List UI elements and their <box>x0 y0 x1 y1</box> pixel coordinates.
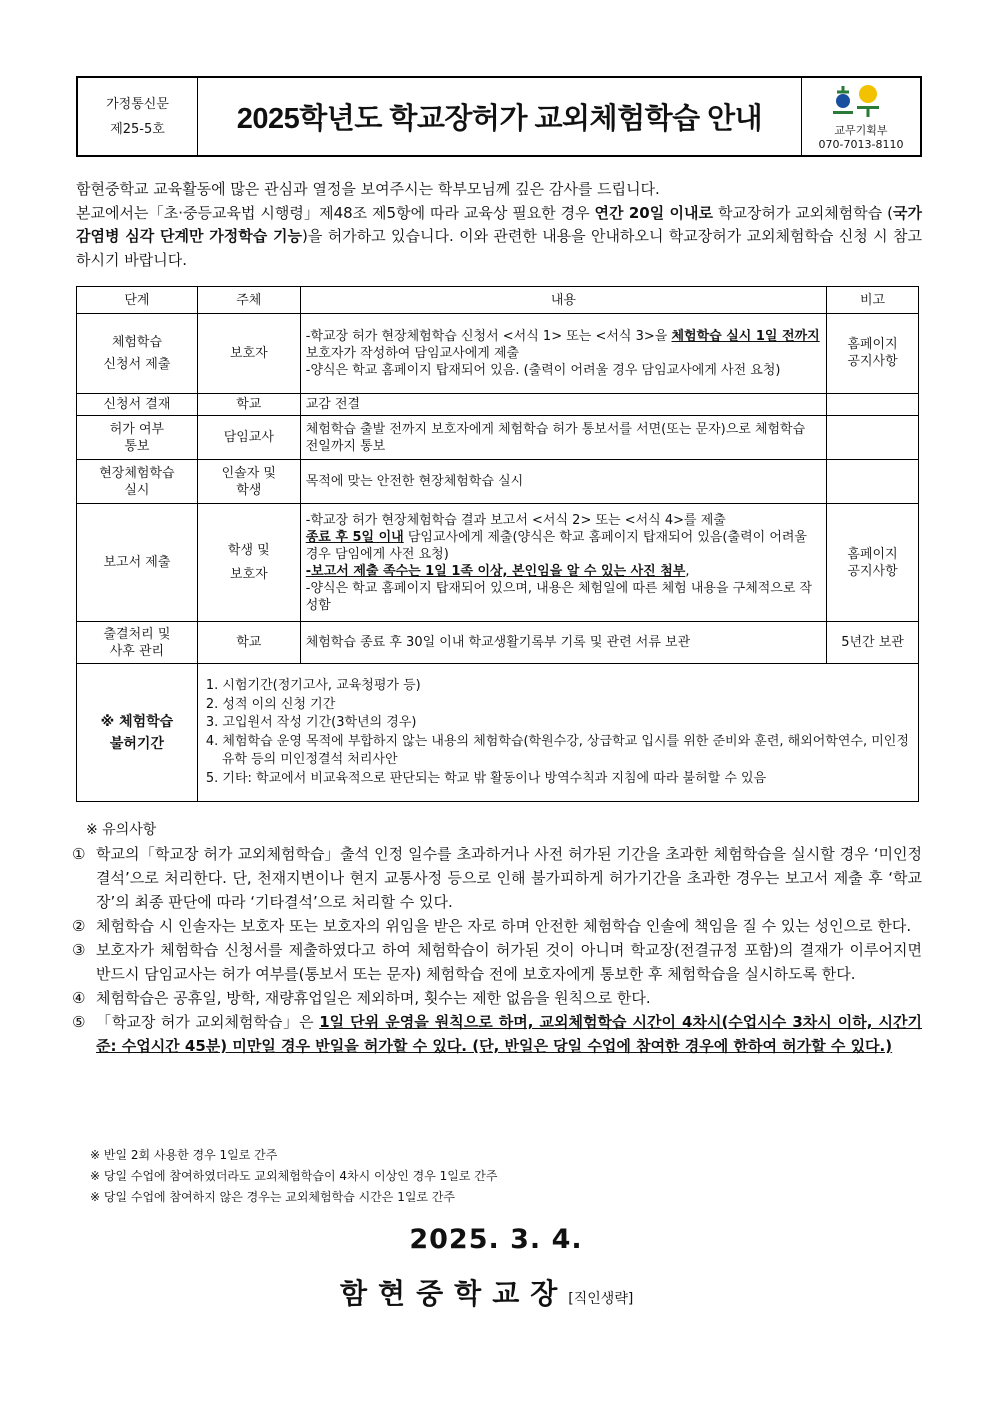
dept-box <box>801 78 920 155</box>
col-header: 비고 <box>827 287 919 314</box>
note-cell <box>827 416 919 460</box>
col-header: 단계 <box>77 287 198 314</box>
page-title: 2025학년도 학교장허가 교외체험학습 안내 <box>236 103 763 135</box>
note-cell: 홈페이지 공지사항 <box>827 314 919 394</box>
table-row <box>77 622 919 664</box>
notice-item: ① 학교의「학교장 허가 교외체험학습」출석 인정 일수를 초과하거나 사전 허가된 기간을 초과한 체험학습을 실시할 경우 ‘미인정 결석’으로 처리한다. 단, 천재지변이나 현지 교통사정 등으로 인해 불가피하게 허가기간을 초과한 경우는 보고서 제출 후 ‘학교장’의 최종 판단에 따라 ‘기타결석’으로 처리할 수 있다. <box>72 845 922 911</box>
seal-omitted-note: [직인생략] <box>568 1291 634 1307</box>
table-row <box>77 394 919 416</box>
content-cell: 교감 전결 <box>300 394 826 416</box>
table-row <box>77 416 919 460</box>
content-cell: 체험학습 종료 후 30일 이내 학교생활기록부 기록 및 관련 서류 보관 <box>300 622 826 664</box>
actor-cell: 보호자 <box>197 314 300 394</box>
actor-cell: 인솔자 및 학생 <box>197 460 300 504</box>
notice-title: ※ 유의사항 <box>86 822 157 838</box>
note-cell <box>827 460 919 504</box>
dept-phone: 070-7013-8110 <box>818 138 904 151</box>
doc-type: 가정통신문 <box>106 96 169 112</box>
note-cell: 5년간 보관 <box>827 622 919 664</box>
actor-cell: 학교 <box>197 622 300 664</box>
intro-highlight-days: 연간 20일 이내로 <box>594 203 714 222</box>
sub-notes <box>90 1145 497 1208</box>
actor-cell: 담임교사 <box>197 416 300 460</box>
prohibited-list <box>197 664 918 802</box>
half-day-rule: 1일 단위 운영을 원칙으로 하며, 교외체험학습 시간이 4차시(수업시수 3차시 이하, 시간기준: 수업시간 45분) 미만일 경우 반일을 허가할 수 있다. (단, 반일은 당일 수업에 참여한 경우에 한하여 허가할 수 있다.) <box>96 1013 923 1055</box>
col-header: 주체 <box>197 287 300 314</box>
content-cell: -학교장 허가 현장체험학습 결과 보고서 <서식 2> 또는 <서식 4>를 제출 종료 후 5일 이내 담임교사에게 제출(양식은 학교 홈페이지 탑재되어 있음(출력이 어려울 경우 담임에게 사전 요청) -보고서 제출 족수는 1일 1족 이상, 본인임을 알 수 있는 사진 첨부, -양식은 학교 홈페이지 탑재되어 있으며, 내용은 체험일에 따른 체험 내용을 구체적으로 작성함 <box>300 504 826 622</box>
principal-title: 함현중학교장 <box>340 1277 569 1310</box>
stage-cell: 체험학습 신청서 제출 <box>77 314 198 394</box>
content-cell: 체험학습 출발 전까지 보호자에게 체험학습 허가 통보서를 서면(또는 문자)으로 체험학습 전일까지 통보 <box>300 416 826 460</box>
notice-list <box>72 842 922 1058</box>
col-header: 내용 <box>300 287 826 314</box>
signature-line <box>340 1272 633 1312</box>
list-item: 4. 체험학습 운영 목적에 부합하지 않는 내용의 체험학습(학원수강, 상급학교 입시를 위한 준비와 훈련, 해외어학연수, 미인정 유학 등의 미인정결석 처리사안 <box>205 733 909 767</box>
notice-item: ④ 체험학습은 공휴일, 방학, 재량휴업일은 제외하며, 횟수는 제한 없음을 원칙으로 한다. <box>72 989 651 1007</box>
table-row <box>77 314 919 394</box>
stage-cell: 신청서 결재 <box>77 394 198 416</box>
list-item: 5. 기타: 학교에서 비교육적으로 판단되는 학교 밖 활동이나 방역수칙과 지침에 따라 불허할 수 있음 <box>205 770 767 786</box>
sub-note: ※ 반일 2회 사용한 경우 1일로 간주 <box>90 1148 278 1162</box>
actor-cell: 학생 및 보호자 <box>197 504 300 622</box>
intro-paragraph <box>76 178 922 272</box>
table-header-row <box>77 287 919 314</box>
document-header <box>76 76 922 157</box>
intro-highlight-home: 국가 감염병 심각 단계만 가정학습 기능 <box>76 203 922 245</box>
notice-item: ② 체험학습 시 인솔자는 보호자 또는 보호자의 위임을 받은 자로 하며 안전한 체험학습 인솔에 책임을 질 수 있는 성인으로 한다. <box>72 917 912 935</box>
note-cell: 홈페이지 공지사항 <box>827 504 919 622</box>
dept-name: 교무기획부 <box>834 124 888 137</box>
doc-number-box <box>78 78 198 155</box>
stage-cell: 현장체험학습 실시 <box>77 460 198 504</box>
content-cell: -학교장 허가 현장체험학습 신청서 <서식 1> 또는 <서식 3>을 체험학습 실시 1일 전까지 보호자가 작성하여 담임교사에게 제출 -양식은 학교 홈페이지 탑재되어 있음. (출력이 어려울 경우 담임교사에게 사전 요청) <box>300 314 826 394</box>
actor-cell: 학교 <box>197 394 300 416</box>
content-cell: 목적에 맞는 안전한 현장체험학습 실시 <box>300 460 826 504</box>
doc-no: 제25-5호 <box>110 121 165 137</box>
stage-cell: ※ 체험학습 불허기간 <box>77 664 198 802</box>
table-row <box>77 504 919 622</box>
sub-note: ※ 당일 수업에 참여하지 않은 경우는 교외체험학습 시간은 1일로 간주 <box>90 1190 456 1204</box>
list-item: 1. 시험기간(정기고사, 교육청평가 등) <box>205 678 421 693</box>
sub-note: ※ 당일 수업에 참여하였더라도 교외체험학습이 4차시 이상인 경우 1일로 간주 <box>90 1169 498 1183</box>
stage-cell: 허가 여부 통보 <box>77 416 198 460</box>
list-item: 2. 성적 이의 신청 기간 <box>205 696 336 712</box>
intro-line-1: 함현중학교 교육활동에 많은 관심과 열정을 보여주시는 학부모님께 깊은 감사를 드립니다. <box>76 180 660 198</box>
issue-date: 2025. 3. 4. <box>409 1224 583 1255</box>
intro-line-2: 본교에서는「초·중등교육법 시행령」제48조 제5항에 따라 교육상 필요한 경우 연간 20일 이내로 학교장허가 교외체험학습 (국가 감염병 심각 단계만 가정학습 기능)을 허가하고 있습니다. 이와 관련한 내용을 안내하오니 학교장허가 교외체험학습 신청 시 참고하시기 바랍니다. <box>76 203 922 269</box>
note-cell <box>827 394 919 416</box>
notice-item: ③ 보호자가 체험학습 신청서를 제출하였다고 하여 체험학습이 허가된 것이 아니며 학교장(전결규정 포함)의 결재가 이루어지면 반드시 담임교사는 허가 여부를(통보서 또는 문자) 체험학습 전에 보호자에게 통보한 후 체험학습을 실시하도록 한다. <box>72 941 922 983</box>
procedure-table <box>76 286 919 802</box>
notice-item: ⑤ 「학교장 허가 교외체험학습」은 1일 단위 운영을 원칙으로 하며, 교외체험학습 시간이 4차시(수업시수 3차시 이하, 시간기준: 수업시간 45분) 미만일 경우 반일을 허가할 수 있다. (단, 반일은 당일 수업에 참여한 경우에 한하여 허가할 수 있다.) <box>72 1013 923 1055</box>
stage-cell: 보고서 제출 <box>77 504 198 622</box>
table-row <box>77 460 919 504</box>
stage-cell: 출결처리 및 사후 관리 <box>77 622 198 664</box>
school-logo-icon <box>831 82 891 118</box>
table-row <box>77 664 919 802</box>
list-item: 3. 고입원서 작성 기간(3학년의 경우) <box>205 715 417 730</box>
